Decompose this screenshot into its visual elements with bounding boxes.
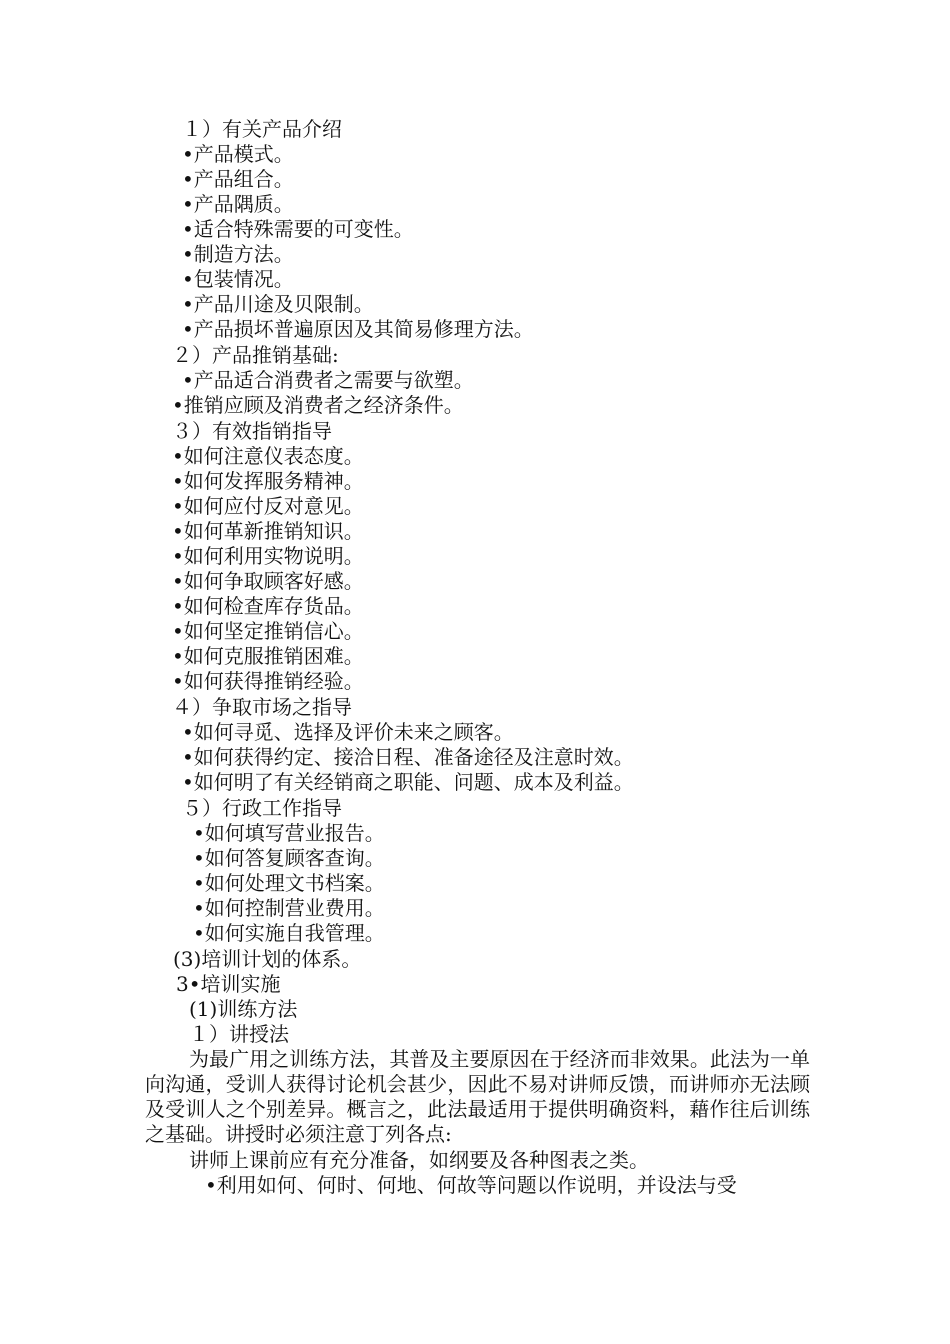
heading-training-implementation: 3•培训实施: [176, 972, 281, 996]
heading-effective-sales: ３）有效指销指导: [172, 419, 332, 443]
list-item: •如何处理文书档案。: [193, 871, 385, 895]
list-item: •产品损坏普遍原因及其简易修理方法。: [182, 317, 534, 341]
list-item: •如何检查库存货品。: [172, 594, 364, 618]
heading-product-intro: １）有关产品介绍: [182, 117, 342, 141]
list-item: •如何利用实物说明。: [172, 544, 364, 568]
list-item: •适合特殊需要的可变性。: [182, 217, 414, 241]
list-item: •产品组合。: [182, 167, 294, 191]
list-item: •包装情况。: [182, 267, 294, 291]
list-item: •如何控制营业费用。: [193, 896, 385, 920]
list-item: •如何答复顾客查询。: [193, 846, 385, 870]
body-line: 讲师上课前应有充分准备，如纲要及各种图表之类。: [189, 1148, 649, 1172]
list-item: •如何革新推销知识。: [172, 519, 364, 543]
list-item: •推销应顾及消费者之经济条件。: [172, 393, 464, 417]
list-item: •产品模式。: [182, 142, 294, 166]
list-item: •如何寻觅、选择及评价未来之顾客。: [182, 720, 514, 744]
heading-admin-guidance: ５）行政工作指导: [182, 796, 342, 820]
list-item: •如何获得推销经验。: [172, 669, 364, 693]
list-item: •产品隅质。: [182, 192, 294, 216]
list-item: •产品川途及贝限制。: [182, 292, 374, 316]
list-item: •如何克服推销困难。: [172, 644, 364, 668]
heading-lecture-method: １）讲授法: [189, 1022, 289, 1046]
list-item: •如何发挥服务精神。: [172, 469, 364, 493]
list-item: •利用如何、何时、何地、何故等问题以作说明，并设法与受: [205, 1173, 737, 1197]
list-item: •如何获得约定、接洽日程、准备途径及注意时效。: [182, 745, 634, 769]
list-item: •如何坚定推销信心。: [172, 619, 364, 643]
list-item: •如何争取顾客好感。: [172, 569, 364, 593]
heading-sales-basics: ２）产品推销基础:: [172, 343, 339, 367]
list-item: •制造方法。: [182, 242, 294, 266]
lecture-method-paragraph: 为最广用之训练方法，其普及主要原因在于经济而非效果。此法为一单向沟通，受训人获得讨论机会甚少，因此不易对讲师反馈，而讲师亦无法顾及受训人之个别差异。概言之，此法最适用于提供明确资料，藉作往后训练之基础。讲授时必须注意丁列各点:: [145, 1047, 810, 1146]
heading-training-methods: (1)训练方法: [189, 997, 298, 1021]
list-item: •如何明了有关经销商之职能、问题、成本及利益。: [182, 770, 634, 794]
heading-training-system: (3)培训计划的体系。: [173, 947, 362, 971]
list-item: •如何填写营业报告。: [193, 821, 385, 845]
list-item: •如何应付反对意见。: [172, 494, 364, 518]
heading-market-guidance: ４）争取市场之指导: [172, 695, 352, 719]
list-item: •产品适合消费者之需要与欲塑。: [182, 368, 474, 392]
list-item: •如何实施自我管理。: [193, 921, 385, 945]
list-item: •如何注意仪表态度。: [172, 444, 364, 468]
